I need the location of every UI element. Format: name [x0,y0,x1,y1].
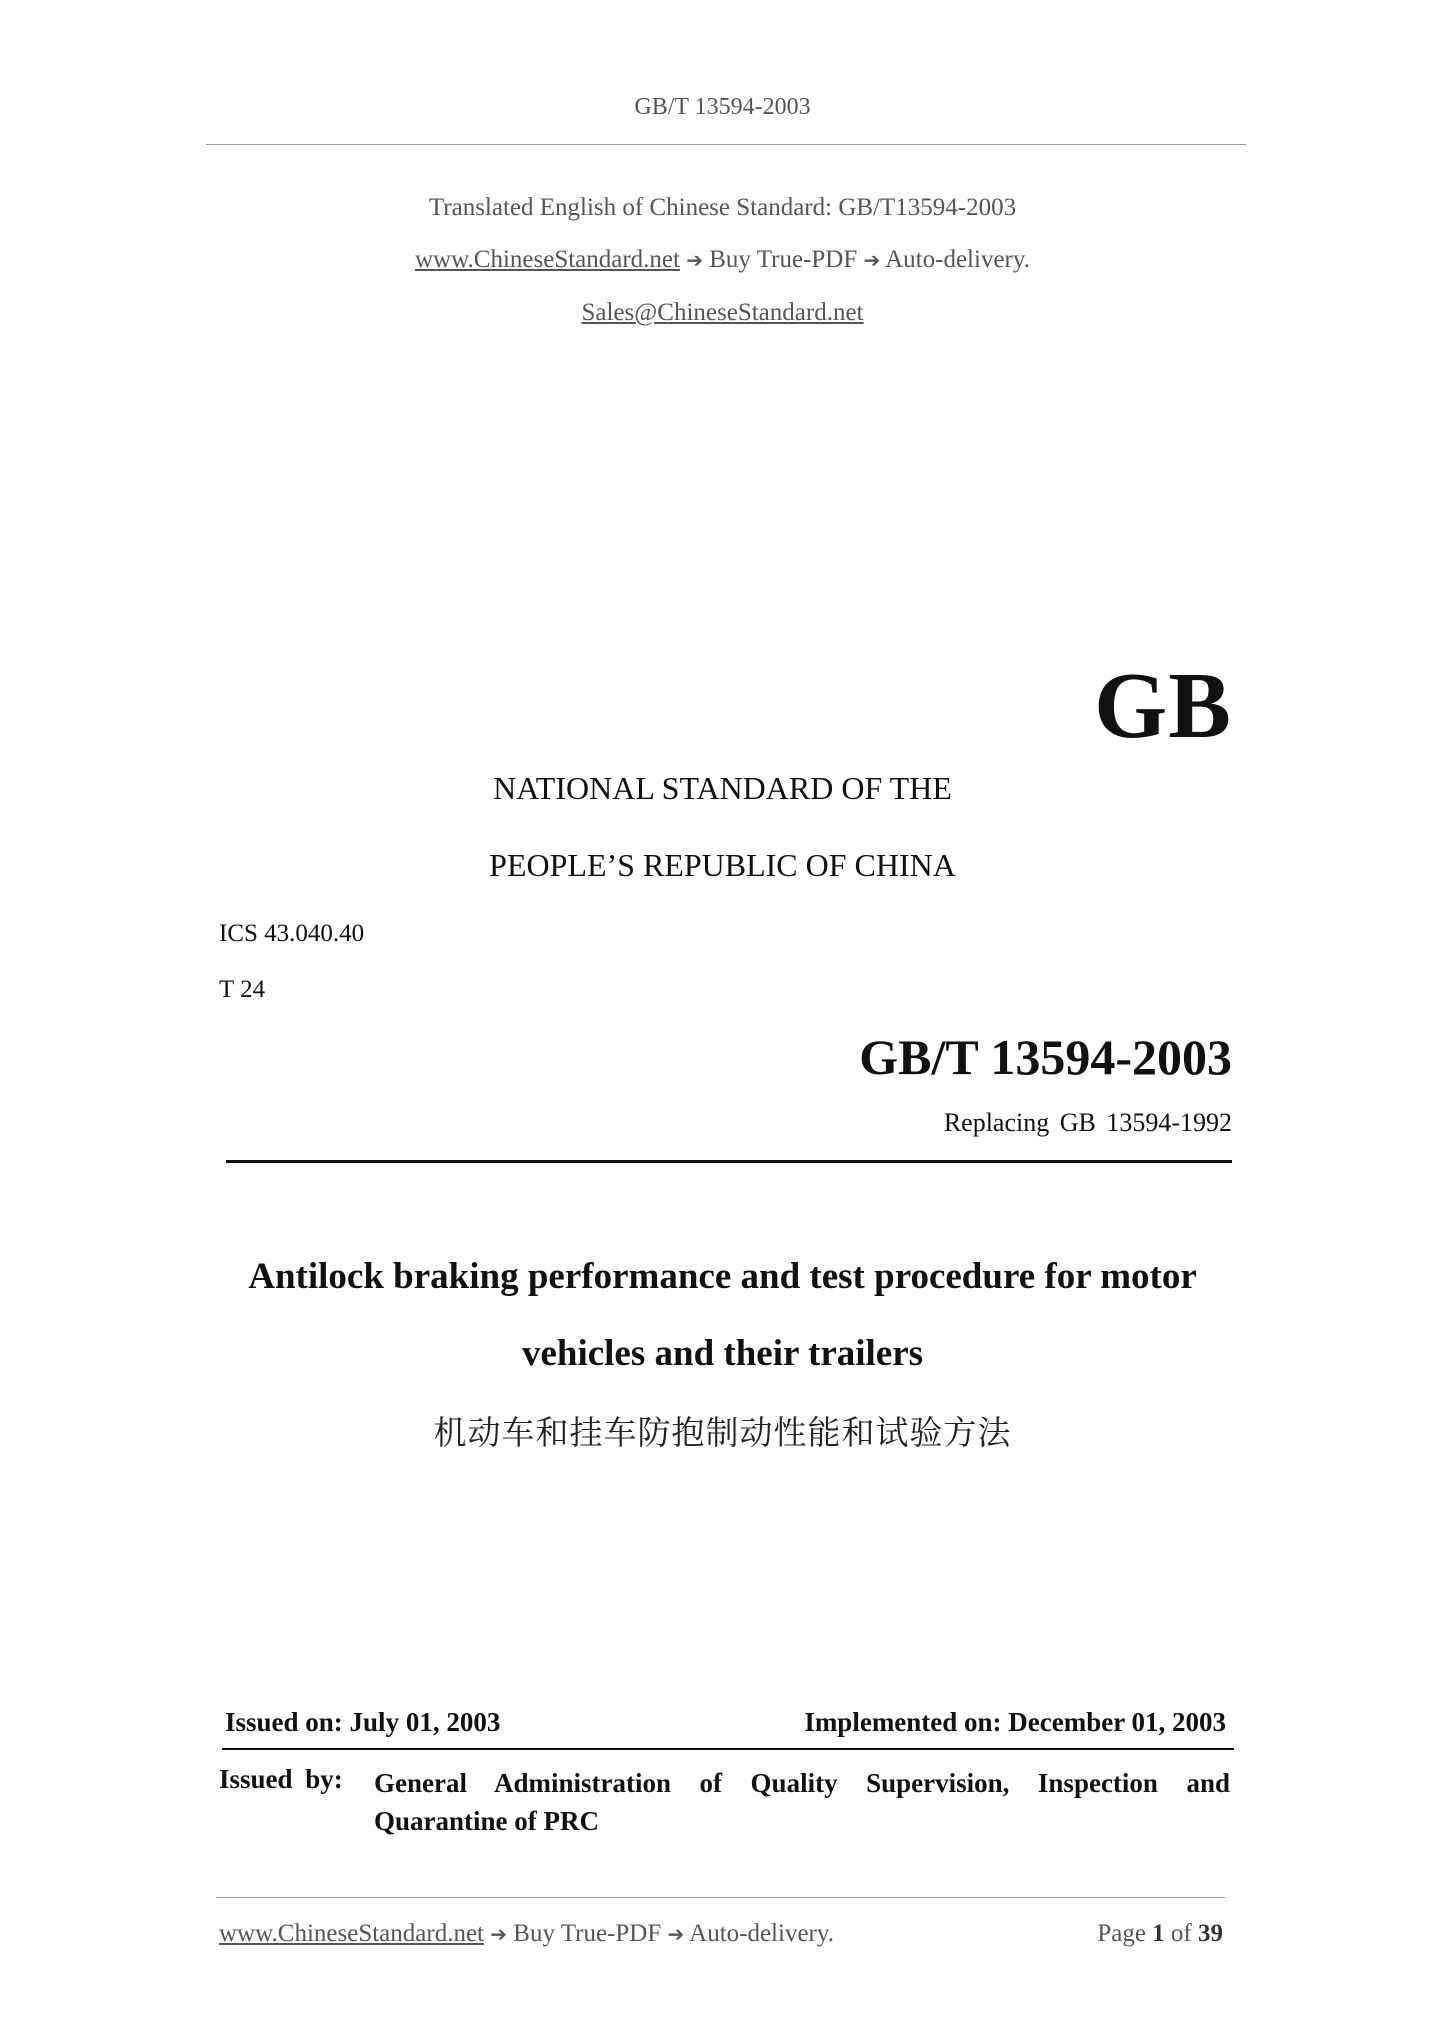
site-link[interactable]: www.ChineseStandard.net [414,246,680,273]
title-chinese: 机动车和挂车防抱制动性能和试验方法 [433,1413,1012,1452]
arrow-right-icon: ➔ [863,248,881,272]
gb-mark: GB [1094,654,1232,758]
running-header: GB/T 13594-2003 [634,94,811,120]
auto-delivery-text: Auto-delivery. [885,246,1030,273]
national-standard-line1: NATIONAL STANDARD OF THE [493,770,952,806]
standard-number: GB/T 13594-2003 [859,1029,1232,1085]
footer-delivery-text: Auto-delivery. [689,1920,835,1947]
arrow-right-icon: ➔ [490,1922,508,1946]
of-word: of [1170,1920,1192,1947]
header-divider [206,144,1246,145]
arrow-right-icon: ➔ [686,248,703,272]
page-current: 1 [1152,1920,1165,1947]
title-english-line2: vehicles and their trailers [521,1333,924,1374]
arrow-right-icon: ➔ [667,1922,685,1946]
title-english-line1: Antilock braking performance and test procedure for motor [248,1256,1197,1297]
replacing-standard: Replacing GB 13594-1992 [943,1108,1232,1137]
promo-email-line [0,299,1445,327]
promo-purchase-line [0,246,1445,274]
footer-buy-text: Buy True-PDF [513,1920,662,1947]
footer-site-link[interactable]: www.ChineseStandard.net [219,1920,484,1947]
sales-email-link[interactable]: Sales@ChineseStandard.net [581,299,864,326]
buy-true-pdf-text: Buy True-PDF [709,246,858,273]
footer-purchase-line [219,1920,834,1948]
national-standard-line2: PEOPLE’S REPUBLIC OF CHINA [489,847,956,883]
page-word: Page [1097,1920,1146,1947]
page-total: 39 [1198,1920,1223,1947]
ics-code: ICS 43.040.40 [219,920,365,947]
footer-divider [216,1897,1225,1898]
page-indicator [1097,1920,1223,1948]
title-divider [226,1160,1232,1163]
issued-by-label: Issued by: [219,1764,343,1794]
issue-divider [222,1748,1234,1750]
implemented-on-date: Implemented on: December 01, 2003 [804,1707,1226,1737]
promo-translation-line: Translated English of Chinese Standard: GB/T13594-2003 [428,194,1017,221]
ccs-code: T 24 [219,976,266,1003]
issued-by-organization: General Administration of Quality Supervision, Inspection and Quarantine of PRC [374,1768,1230,1836]
issued-on-date: Issued on: July 01, 2003 [225,1707,501,1737]
